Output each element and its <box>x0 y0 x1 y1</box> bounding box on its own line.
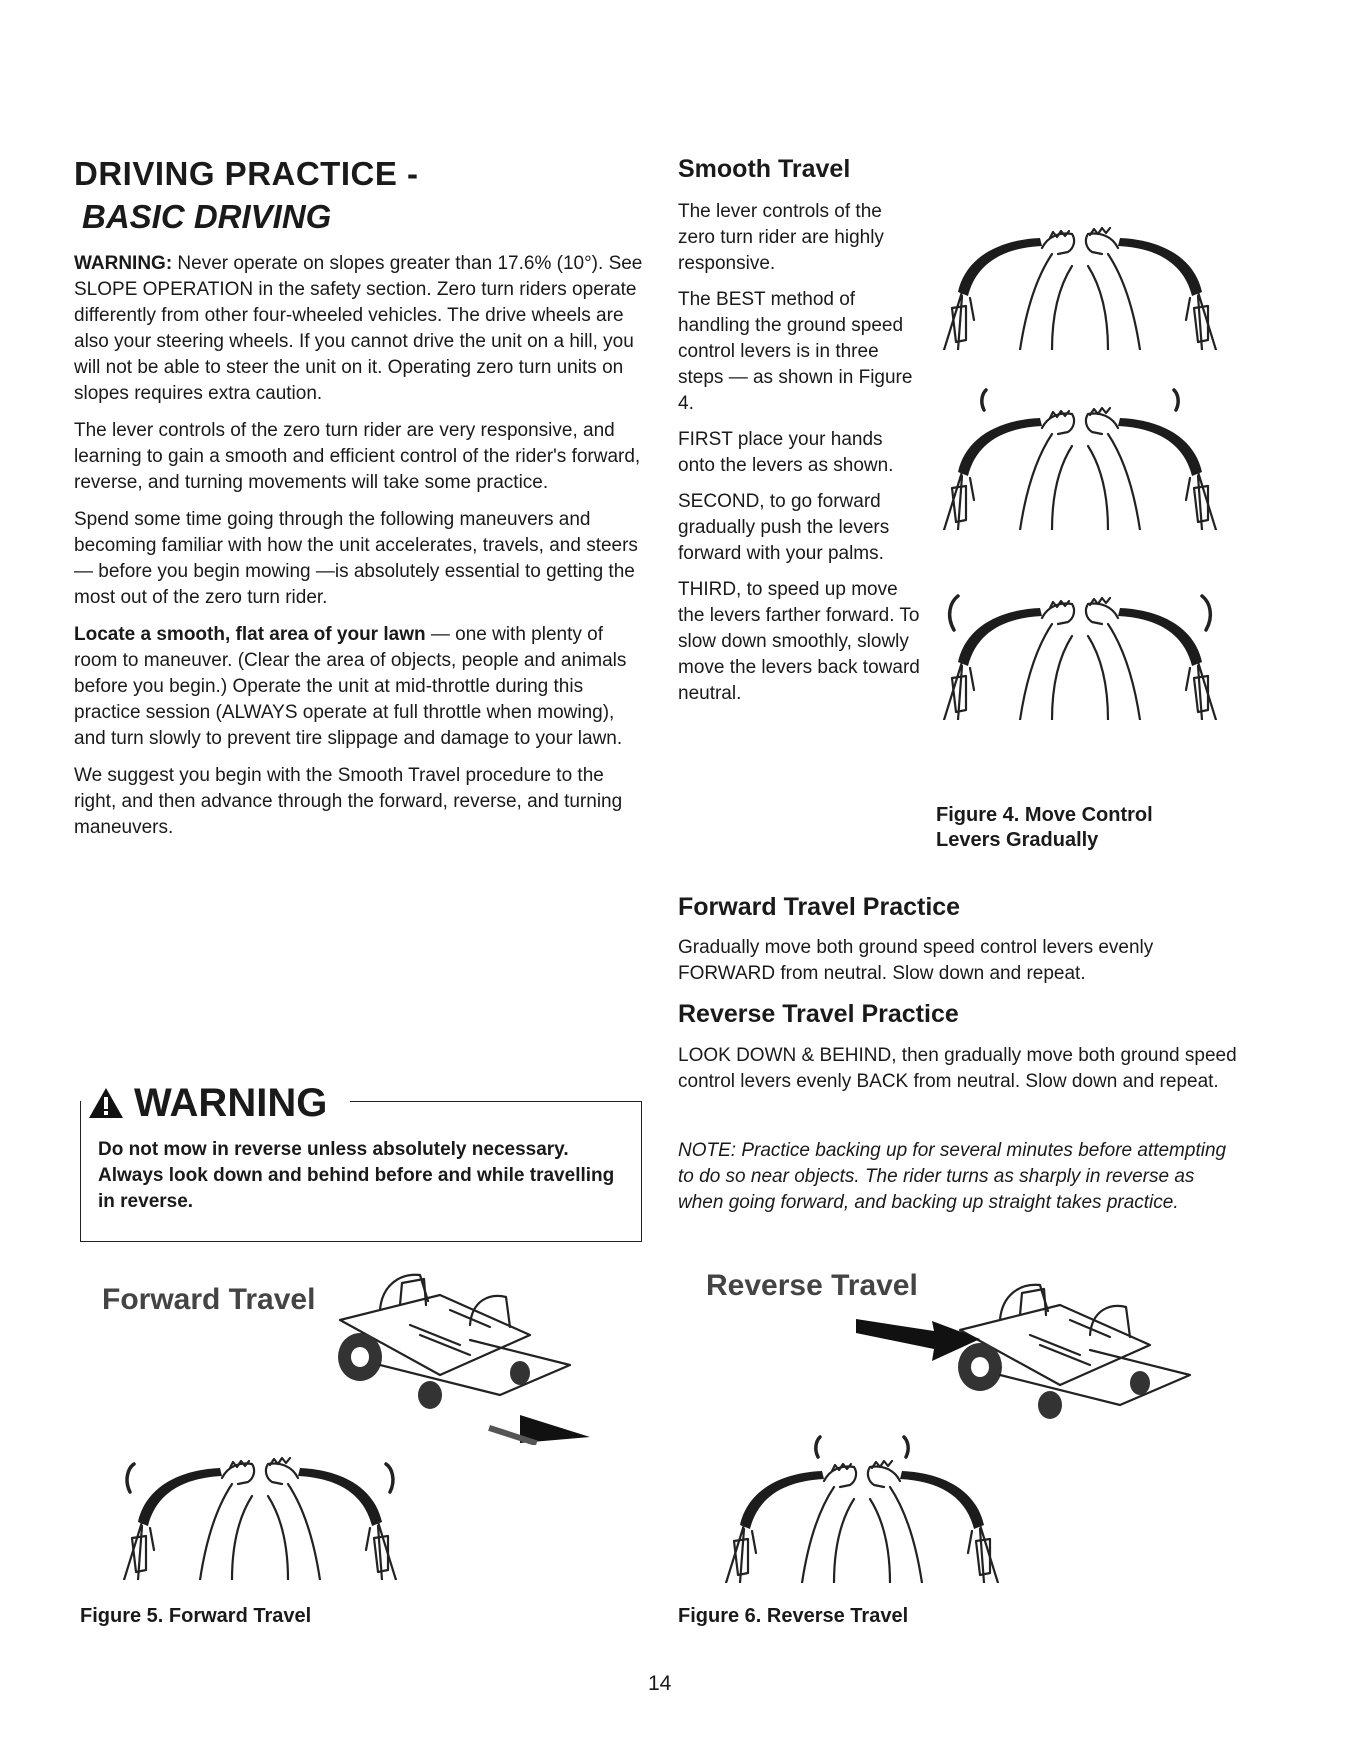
page-subtitle: BASIC DRIVING <box>82 198 332 235</box>
warning-box <box>80 1081 642 1242</box>
figure-5 <box>80 1265 640 1595</box>
figure-4-levers-step-2 <box>940 380 1220 530</box>
figure-5-label: Forward Travel <box>102 1283 316 1316</box>
reverse-travel-practice-text: LOOK DOWN & BEHIND, then gradually move both ground speed control levers evenly BACK from neutral. Slow down and repeat. <box>678 1045 1237 1092</box>
smooth-p2: The BEST method of handling the ground speed control levers is in three steps — as shown in Figure 4. <box>678 289 913 414</box>
figure-4-caption <box>936 803 1153 853</box>
figure-4-levers-step-1 <box>940 200 1220 350</box>
warning-box-bottom-border <box>80 1241 642 1242</box>
smooth-p1: The lever controls of the zero turn rider are highly responsive. <box>678 201 884 274</box>
figure-6-caption: Figure 6. Reverse Travel <box>678 1605 909 1627</box>
locate-area-bold: Locate a smooth, flat area of your lawn <box>74 624 426 645</box>
smooth-travel-heading: Smooth Travel <box>678 155 851 183</box>
reverse-travel-practice-heading: Reverse Travel Practice <box>678 1000 959 1028</box>
reverse-travel-note: NOTE: Practice backing up for several minutes before attempting to do so near objects. The rider turns as sharply in reverse as when going forward, and backing up straight takes practice. <box>678 1140 1227 1213</box>
smooth-p4: SECOND, to go forward gradually push the levers forward with your palms. <box>678 491 890 564</box>
paragraph-suggest: We suggest you begin with the Smooth Travel procedure to the right, and then advance through the forward, reverse, and turning maneuvers. <box>74 765 623 838</box>
figure-6-label: Reverse Travel <box>706 1269 918 1302</box>
page-number: 14 <box>648 1672 672 1695</box>
warning-box-right-border <box>641 1101 642 1241</box>
warning-box-text: Do not mow in reverse unless absolutely necessary. Always look down and behind before and while travelling in reverse. <box>98 1139 615 1212</box>
paragraph-locate-area: Locate a smooth, flat area of your lawn — one with plenty of room to maneuver. (Clear the area of objects, people and animals before you begin.) Operate the unit at mid-throttle during this practice session (ALWAYS operate at full throttle when mowing), and turn slowly to prevent tire slippage and damage to your lawn. <box>74 624 627 749</box>
left-text-column <box>74 251 648 841</box>
forward-travel-practice-text: Gradually move both ground speed control levers evenly FORWARD from neutral. Slow down and repeat. <box>678 937 1154 984</box>
figure-6-levers-illustration <box>722 1433 1002 1583</box>
warning-box-top-rule <box>350 1101 642 1102</box>
warning-box-left-border <box>80 1101 81 1241</box>
figure-6-mower-illustration <box>940 1275 1220 1455</box>
figure-6-reverse-arrow <box>854 1315 984 1365</box>
warning-paragraph: WARNING: Never operate on slopes greater than 17.6% (10°). See SLOPE OPERATION in the safety section. Zero turn riders operate differently from other four-wheeled vehicles. The drive wheels are also your steering wheels. If you cannot drive the unit on a hill, you will not be able to steer the unit on it. Operating zero turn units on slopes requires extra caution. <box>74 253 643 404</box>
smooth-p3: FIRST place your hands onto the levers as shown. <box>678 429 894 476</box>
smooth-travel-text <box>678 199 923 707</box>
figure-6 <box>680 1265 1240 1595</box>
warning-triangle-icon <box>88 1087 124 1119</box>
figure-4-caption-line2: Levers Gradually <box>936 829 1099 851</box>
warning-label: WARNING: <box>74 253 173 274</box>
paragraph-responsive: The lever controls of the zero turn rider are very responsive, and learning to gain a smooth and efficient control of the rider's forward, reverse, and turning movements will take some practice. <box>74 420 641 493</box>
forward-travel-practice-heading: Forward Travel Practice <box>678 893 961 921</box>
warning-box-title: WARNING <box>134 1081 337 1126</box>
figure-5-levers-illustration <box>120 1430 400 1580</box>
figure-5-mower-illustration <box>320 1265 600 1445</box>
figure-5-caption: Figure 5. Forward Travel <box>80 1605 312 1627</box>
page-title: DRIVING PRACTICE - <box>74 155 419 192</box>
figure-4-levers-step-3 <box>940 570 1220 720</box>
figure-4-caption-line1: Figure 4. Move Control <box>936 804 1153 826</box>
paragraph-maneuvers: Spend some time going through the following maneuvers and becoming familiar with how the unit accelerates, travels, and steers — before you begin mowing —is absolutely essential to getting the most out of the zero turn rider. <box>74 509 638 608</box>
smooth-p5: THIRD, to speed up move the levers farther forward. To slow down smoothly, slowly move the levers back toward neutral. <box>678 579 920 704</box>
